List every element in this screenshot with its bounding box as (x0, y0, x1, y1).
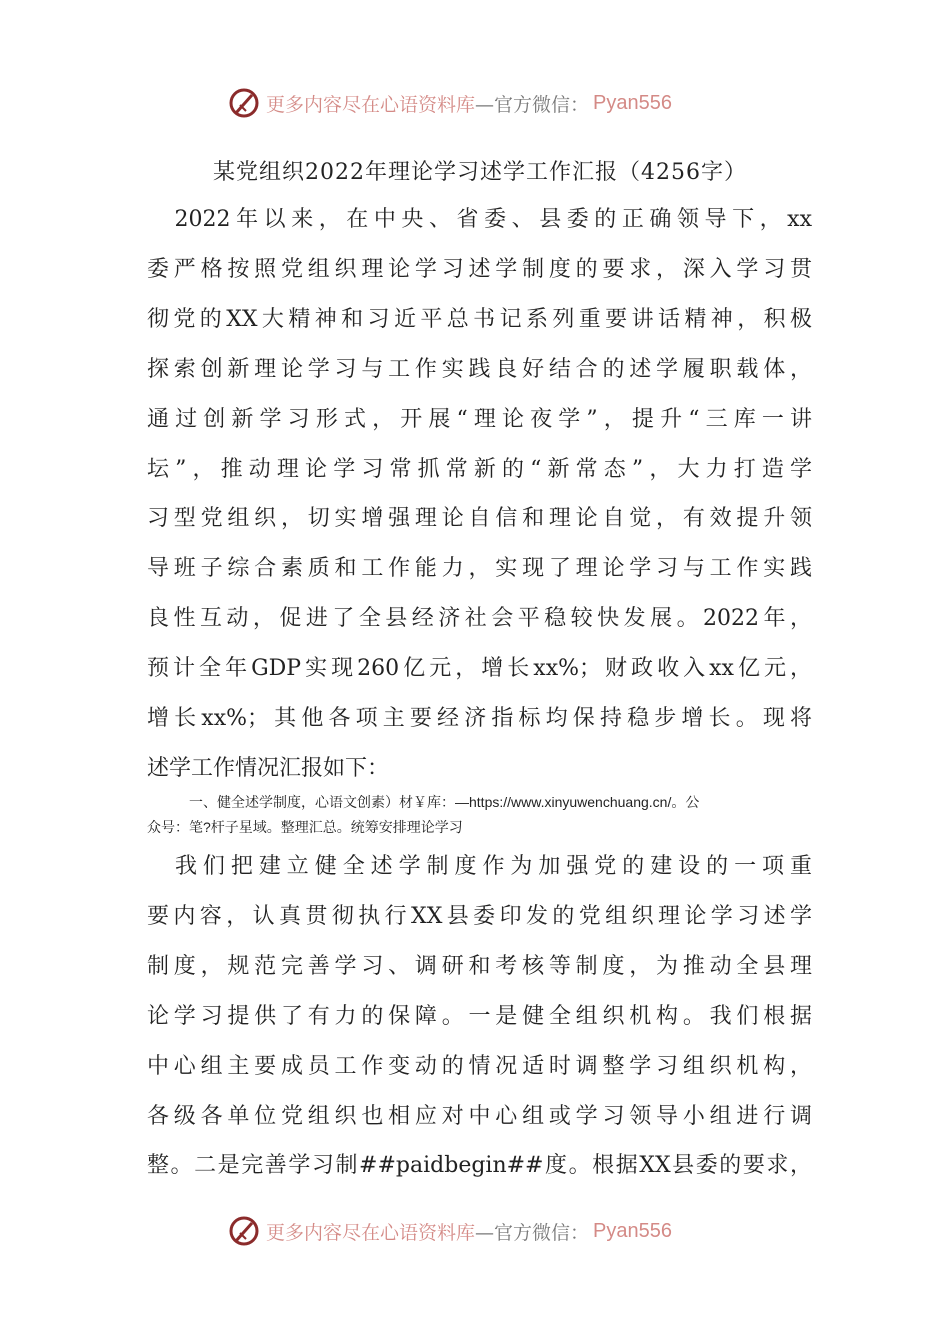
paragraph-line: 述学工作情况汇报如下： (147, 755, 390, 781)
quill-logo-icon (228, 1215, 260, 1247)
banner-wechat-id: Pyan556 (593, 1219, 672, 1242)
paragraph-line: 习型党组织，切实增强理论自信和理论自觉，有效提升领 (147, 506, 812, 532)
paragraph-line: 我们把建立健全述学制度作为加强党的建设的一项重 (147, 854, 812, 879)
section-heading-line: 众号：笔?杆子星域。整理汇总。统筹安排理论学习 (147, 819, 463, 835)
banner-wechat-id: Pyan556 (593, 91, 672, 114)
banner-text: 更多内容尽在心语资料库 (266, 93, 476, 116)
paragraph-line: 整。二是完善学习制##paidbegin##度。根据XX县委的要求， (147, 1153, 812, 1179)
paragraph-line: 中心组主要成员工作变动的情况适时调整学习组织机构， (147, 1053, 812, 1079)
paragraph-line: 坛”，推动理论学习常抓常新的“新常态”，大力打造学 (147, 456, 812, 482)
section-heading-line: 一、健全述学制度，心语文创素）材￥库：—https://www.xinyuwenchuang.cn/。公 (147, 794, 700, 810)
paragraph-line: 通过创新学习形式，开展“理论夜学”，提升“三库一讲 (147, 406, 812, 432)
quill-logo-icon (228, 87, 260, 119)
paragraph-line: 2022年以来，在中央、省委、县委的正确领导下，xx (147, 207, 812, 232)
paragraph-line: 彻党的XX大精神和习近平总书记系列重要讲话精神，积极 (147, 306, 812, 332)
banner-wechat-label: —官方微信： (475, 93, 590, 116)
paragraph-line: 良性互动，促进了全县经济社会平稳较快发展。2022年， (147, 606, 812, 632)
footer-watermark-banner (228, 1214, 728, 1248)
paragraph-line: 探索创新理论学习与工作实践良好结合的述学履职载体， (147, 356, 812, 382)
paragraph-line: 增长xx%；其他各项主要经济指标均保持稳步增长。现将 (147, 706, 812, 731)
paragraph-line: 委严格按照党组织理论学习述学制度的要求，深入学习贯 (147, 256, 812, 282)
paragraph-line: 预计全年GDP实现260亿元，增长xx%；财政收入xx亿元， (147, 656, 812, 682)
paragraph-line: 要内容，认真贯彻执行XX县委印发的党组织理论学习述学 (147, 903, 812, 929)
banner-text: 更多内容尽在心语资料库 (266, 1221, 476, 1244)
paragraph-line: 论学习提供了有力的保障。一是健全组织机构。我们根据 (147, 1003, 812, 1029)
paragraph-line: 导班子综合素质和工作能力，实现了理论学习与工作实践 (147, 556, 812, 582)
header-watermark-banner (228, 86, 728, 120)
paragraph-line: 制度，规范完善学习、调研和考核等制度，为推动全县理 (147, 953, 812, 979)
paragraph-line: 各级各单位党组织也相应对中心组或学习领导小组进行调 (147, 1103, 812, 1129)
document-title: 某党组织2022年理论学习述学工作汇报（4256字） (213, 160, 747, 185)
banner-wechat-label: —官方微信： (475, 1221, 590, 1244)
